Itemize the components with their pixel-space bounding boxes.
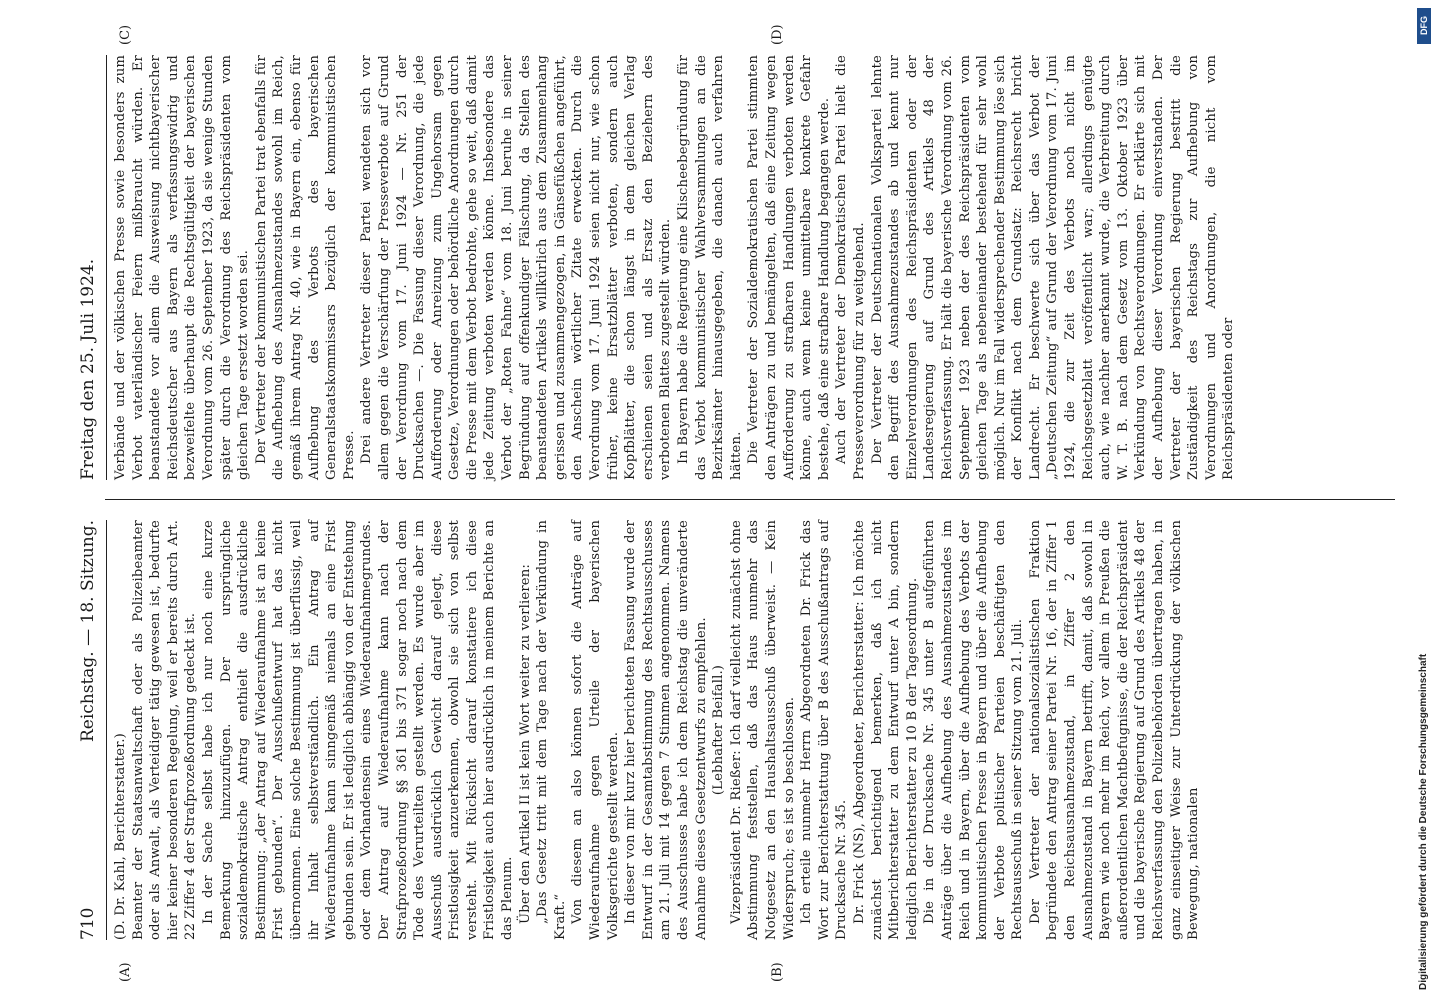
- margin-letter-b: (B): [770, 962, 785, 982]
- paragraph: In Bayern habe die Regierung eine Klischeebegründung für das Verbot kommunistischer Wahlversammlungen an die Bezirksämter hinausgegeben, die danach auch verfahren hätten.: [676, 55, 744, 480]
- paragraph: Der Vertreter der nationalsozialistischen Fraktion begründete den Antrag seiner Partei Nr. 16, der in Ziffer 1 den Reichsausnahmezustand, in Ziffer 2 den Ausnahmezustand in Bayern betrifft, damit, daß sowohl in Bayern wie noch mehr im Reich, vor allem in Preußen die außerordentlichen Machtbefugnisse, die der Reichspräsident und die bayerische Regierung auf Grund des Artikels 48 der Reichsverfassung den Polizeibehörden übertragen haben, in ganz einseitiger Weise zur Unterdrückung der völkischen Bewegung, nationalen: [1027, 520, 1202, 940]
- right-header-title: Freitag den 25. Juli 1924.: [78, 258, 98, 480]
- paragraph: In der Sache selbst habe ich nur noch eine kurze Bemerkung hinzuzufügen. Der ursprüngliche sozialdemokratische Antrag enthielt die ausdrückliche Bestimmung: „der Antrag auf Wiederaufnahme ist an keine Frist gebunden“. Der Ausschußentwurf hat das nicht übernommen. Eine solche Bestimmung ist überflüssig, weil ihr Inhalt selbstverständlich. Ein Antrag auf Wiederaufnahme kann sinngemäß niemals an eine Frist gebunden sein. Er ist lediglich abhängig von der Entstehung oder dem Vorhandensein eines Wiederaufnahmegrundes. Der Antrag auf Wiederaufnahme kann nach der Strafprozeßordnung §§ 361 bis 371 sogar noch nach dem Tode des Verurteilten gestellt werden. Es wurde aber im Ausschuß ausdrücklich Gewicht darauf gelegt, diese Fristlosigkeit anzuerkennen, obwohl sie sich von selbst versteht. Mit Rücksicht darauf konstatiere ich diese Fristlosigkeit auch hier ausdrücklich in meinem Berichte an das Plenum.: [200, 520, 516, 940]
- speaker-tag: (D. Dr. Kahl, Berichterstatter.): [113, 733, 128, 940]
- scanned-page: [70, 24, 1400, 982]
- dfg-credit-text: Digitalisierung gefördert durch die Deutsche Forschungsgemeinschaft: [1418, 653, 1429, 990]
- right-running-head: [78, 60, 98, 480]
- paragraph: Über den Artikel II ist kein Wort weiter zu verlieren:: [517, 563, 533, 924]
- paragraph: Vizepräsident Dr. Rießer: Ich darf vielleicht zunächst ohne Abstimmung feststellen, daß das Haus nunmehr das Notgesetz an den Haushaltsausschuß überweist. — Kein Widerspruch; es ist so beschlossen.: [728, 520, 797, 940]
- paragraph: Ich erteile nunmehr Herrn Abgeordneten Dr. Frick das Wort zur Berichterstattung über B des Ausschußantrags auf Drucksache Nr. 345.: [799, 520, 850, 940]
- dfg-logo: DFG: [1417, 8, 1431, 44]
- right-column: [112, 55, 1238, 480]
- paragraph: Verbände und der völkischen Presse sowie besonders zum Verbot vaterländischer Feiern mißbraucht würden. Er beanstandete vor allem die Ausweisung nichtbayerischer Reichsdeutscher aus Bayern als verfassungswidrig und bezweifelte überhaupt die Rechtsgültigkeit der bayerischen Verordnung vom 26. September 1923, da sie wenige Stunden später durch die Verordnung des Reichspräsidenten vom gleichen Tage ersetzt worden sei.: [113, 55, 252, 480]
- column-divider: [105, 499, 1395, 500]
- left-running-head: [78, 520, 98, 940]
- margin-letter-d: (D): [770, 24, 785, 45]
- header-rule-left: [106, 520, 107, 940]
- paragraph: Die in der Drucksache Nr. 345 unter B aufgeführten Anträge über die Aufhebung des Ausnahmezustandes im Reich und in Bayern, über die Aufhebung des Verbots der kommunistischen Presse in Bayern und über die Aufhebung der Verbote politischer Parteien beschäftigten den Rechtsausschuß in seiner Sitzung vom 21. Juli.: [922, 520, 1026, 940]
- paragraph: Drei andere Vertreter dieser Partei wendeten sich vor allem gegen die Verschärfung der Presseverbote auf Grund der Verordnung vom 17. Juni 1924 — Nr. 251 der Drucksachen —. Die Fassung dieser Verordnung, die jede Aufforderung oder Anreizung zum Ungehorsam gegen Gesetze, Verordnungen oder behördliche Anordnungen durch die Presse mit dem Verbot bedrohte, gehe so weit, daß damit jede Zeitung verboten werden könne. Insbesondere das Verbot der „Roten Fahne“ vom 18. Juni beruhe in seiner Begründung auf offenkundiger Fälschung, da Stellen des beanstandeten Artikels willkürlich aus dem Zusammenhang gerissen und zusammengezogen, in Gänsefüßchen angeführt, den Anschein wörtlicher Zitate erweckten. Durch die Verordnung vom 17. Juni 1924 seien nicht nur, wie schon früher, keine Ersatzblätter verboten, sondern auch Kopfblätter, die schon längst in dem gleichen Verlag erschienen seien und als Ersatz den Beziehern des verbotenen Blattes zugestellt würden.: [359, 55, 674, 480]
- paragraph: Von diesem an also können sofort die Anträge auf Wiederaufnahme gegen Urteile der bayerischen Volksgerichte gestellt werden.: [570, 520, 621, 940]
- paragraph: Dr. Frick (NS), Abgeordneter, Berichterstatter: Ich möchte zunächst berichtigend bemerken, daß ich nicht Mitberichterstatter zu dem Entwurf unter A bin, sondern lediglich Berichterstatter zu 10 B der Tagesordnung.: [851, 520, 920, 940]
- margin-letter-c: (C): [118, 24, 133, 45]
- paragraph: In dieser von mir kurz hier berichteten Fassung wurde der Entwurf in der Gesamtabstimmung des Rechtsausschusses am 21. Juli mit 14 gegen 7 Stimmen angenommen. Namens des Ausschusses habe ich dem Reichstag die unveränderte Annahme dieses Gesetzentwurfs zu empfehlen.: [623, 520, 709, 940]
- page-header: [70, 45, 110, 950]
- left-column: [112, 520, 1203, 940]
- paragraph: Der Vertreter der kommunistischen Partei trat ebenfalls für die Aufhebung des Ausnahmezustandes sowohl im Reich, gemäß ihrem Antrag Nr. 40, wie in Bayern ein, ebenso für Aufhebung des Verbots des bayerischen Generalstaatskommissars bezüglich der kommunistischen Presse.: [253, 55, 357, 480]
- paragraph: Die Vertreter der Sozialdemokratischen Partei stimmten den Anträgen zu und bemängelten, daß eine Zeitung wegen Aufforderung zu strafbaren Handlungen verboten werden könne, auch wenn keine unmittelbare konkrete Gefahr bestehe, daß eine strafbare Handlung begangen werde.: [746, 55, 832, 480]
- margin-letter-a: (A): [118, 962, 133, 982]
- page-number: 710: [78, 907, 98, 940]
- paragraph: „Das Gesetz tritt mit dem Tage nach der Verkündung in Kraft.“: [535, 520, 568, 940]
- header-rule-right: [106, 55, 107, 480]
- applause-note: (Lebhafter Beifall.): [711, 664, 727, 796]
- paragraph: Der Vertreter der Deutschnationalen Volkspartei lehnte den Begriff des Ausnahmezustandes ab und kennt nur Einzelverordnungen des Reichspräsidenten oder der Landesregierung auf Grund des Artikels 48 der Reichsverfassung. Er hält die bayerische Verordnung vom 26. September 1923 neben der des Reichspräsidenten vom gleichen Tage als nebeneinander bestehend für sehr wohl möglich. Nur im Fall widersprechender Bestimmung löse sich der Konflikt nach dem Grundsatz: Reichsrecht bricht Landrecht. Er beschwerte sich über das Verbot der „Deutschen Zeitung“ auf Grund der Verordnung vom 17. Juni 1924, die zur Zeit des Verbots noch nicht im Reichsgesetzblatt veröffentlicht war; allerdings genügte auch, wie nachher anerkannt wurde, die Verbreitung durch W. T. B. nach dem Gesetz vom 13. Oktober 1923 über Verkündung von Rechtsverordnungen. Er erklärte sich mit der Aufhebung dieser Verordnung einverstanden. Der Vertreter der bayerischen Regierung bestritt die Zuständigkeit des Reichstags zur Aufhebung von Verordnungen und Anordnungen, die nicht vom Reichspräsidenten oder: [869, 55, 1237, 480]
- paragraph: Auch der Vertreter der Demokratischen Partei hielt die Presseverordnung für zu weitgehend.: [834, 55, 867, 480]
- left-header-title: Reichstag. — 18. Sitzung.: [78, 520, 98, 743]
- paragraph: Beamter der Staatsanwaltschaft oder als Polizeibeamter oder als Anwalt, als Verteidiger tätig gewesen ist, bedurfte hier keiner besonderen Regelung, weil er bereits durch Art. 22 Ziffer 4 der Strafprozeßordnung gedeckt ist.: [130, 520, 199, 940]
